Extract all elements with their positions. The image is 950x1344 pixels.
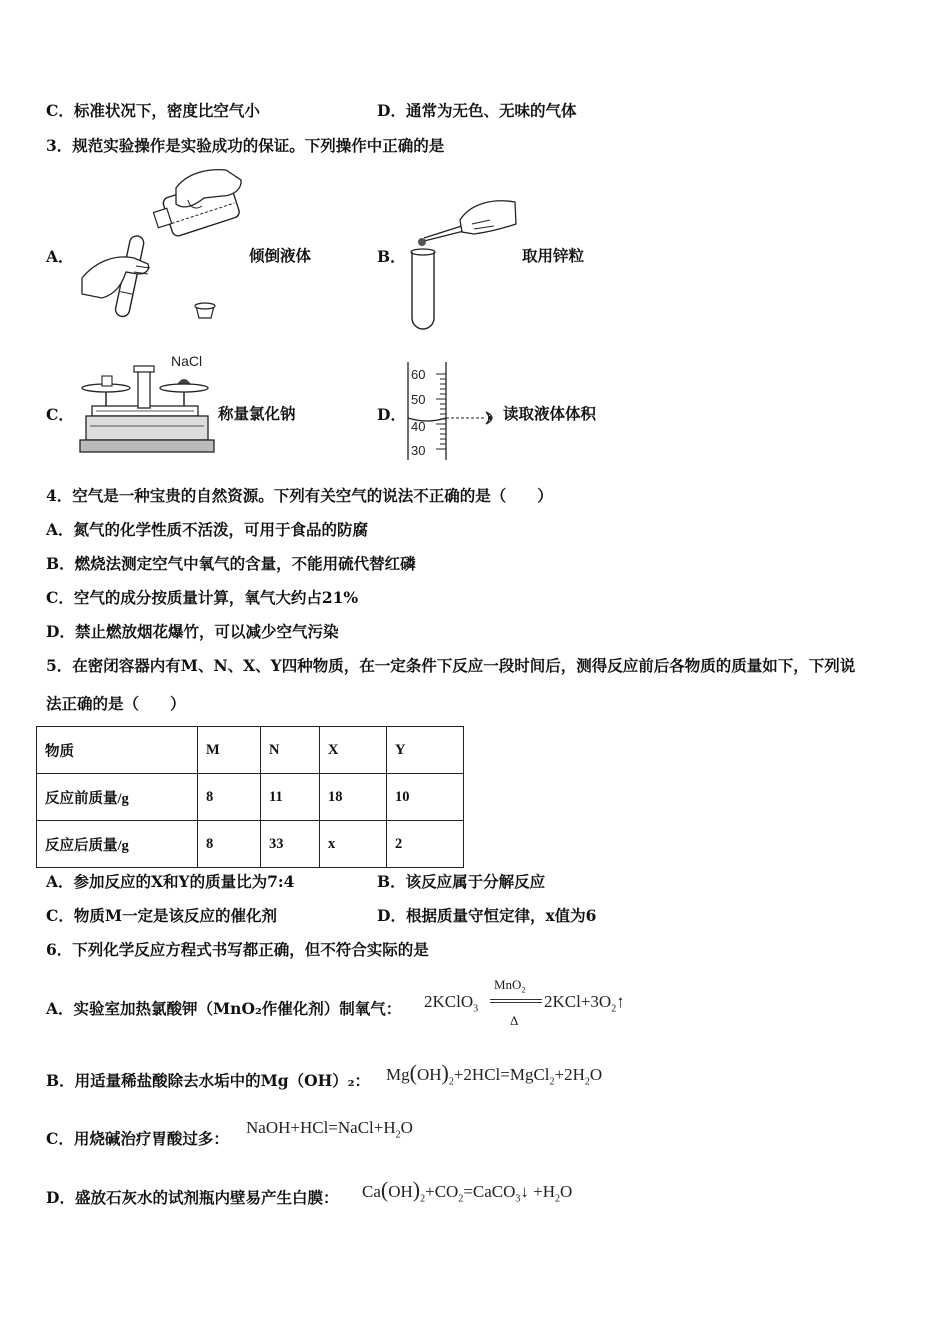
q5-stem-line2: 法正确的是（ ） [46,694,186,713]
tick-40: 40 [411,419,426,434]
equation-bar [490,999,542,1000]
table-cell: x [320,821,387,868]
table-cell: 8 [198,821,261,868]
q2-option-c: C．标准状况下，密度比空气小 [46,101,260,120]
table-cell: 2 [387,821,464,868]
tick-50: 50 [411,392,426,407]
q3-caption-a: 倾倒液体 [249,246,312,265]
table-cell: Y [387,727,464,774]
q6-equation-a-left: 2KClO$_3$ [424,992,479,1015]
q5-option-b: B．该反应属于分解反应 [377,872,546,891]
q4-option-d: D．禁止燃放烟花爆竹，可以减少空气污染 [46,622,339,641]
q3-label-b: B． [377,247,406,266]
balance-figure [76,350,221,460]
q6-equation-a-condition: Δ [510,1013,519,1028]
q4-stem: 4．空气是一种宝贵的自然资源。下列有关空气的说法不正确的是（ ） [46,486,553,505]
q3-caption-d: 读取液体体积 [503,404,597,423]
q6-option-b-text: B．用适量稀盐酸除去水垢中的Mg（OH）₂： [46,1071,371,1090]
table-cell: 反应前质量/g [37,774,198,821]
q6-option-c-text: C．用烧碱治疗胃酸过多： [46,1129,229,1148]
q4-option-a: A．氮气的化学性质不活泼，可用于食品的防腐 [46,520,369,539]
q3-caption-b: 取用锌粒 [522,246,585,265]
q4-option-b: B．燃烧法测定空气中氧气的含量，不能用硫代替红磷 [46,554,416,573]
q6-option-d-text: D．盛放石灰水的试剂瓶内壁易产生白膜： [46,1188,339,1207]
table-row [37,821,464,868]
q6-equation-d: $Ca(OH)_2+CO_2=CaCO_3↓ +H_2O$ [362,1177,573,1205]
pouring-liquid-figure [76,166,246,326]
q5-option-d: D．根据质量守恒定律，x值为6 [377,906,597,925]
q3-stem: 3．规范实验操作是实验成功的保证。下列操作中正确的是 [46,136,445,155]
table-cell: 11 [261,774,320,821]
q2-option-d: D．通常为无色、无味的气体 [377,101,577,120]
table-row [37,774,464,821]
q3-label-a: A． [46,247,74,266]
table-cell: 物质 [37,727,198,774]
table-cell: 8 [198,774,261,821]
equation-bar [490,1002,542,1003]
q6-equation-a-right: $2KCl+3O_2↑$ [544,992,625,1015]
table-cell: X [320,727,387,774]
q5-stem-line1: 5．在密闭容器内有M、N、X、Y四种物质，在一定条件下反应一段时间后，测得反应前后各物质的质量如下，下列说 [46,656,856,675]
table-cell: M [198,727,261,774]
q6-stem: 6．下列化学反应方程式书写都正确，但不符合实际的是 [46,940,429,959]
q3-label-d: D． [377,405,406,424]
q6-equation-c: $NaOH+HCl=NaCl+H_2O$ [246,1118,413,1141]
q3-caption-c: 称量氯化钠 [218,404,296,423]
tick-30: 30 [411,443,426,458]
graduated-cylinder-figure [402,360,507,464]
mass-table [36,726,464,868]
table-cell: 33 [261,821,320,868]
tick-60: 60 [411,367,426,382]
table-header-row [37,727,464,774]
zinc-granule-figure [400,194,520,334]
q4-option-c: C．空气的成分按质量计算，氧气大约占21% [46,588,359,607]
q6-equation-a-catalyst: MnO$_2$ [494,977,526,995]
q3-label-c: C． [46,405,74,424]
table-cell: 10 [387,774,464,821]
q6-equation-b: $Mg(OH)_2+2HCl=MgCl_2+2H_2O$ [386,1060,603,1088]
q5-option-a: A．参加反应的X和Y的质量比为7:4 [46,872,295,891]
table-cell: 反应后质量/g [37,821,198,868]
table-cell: 18 [320,774,387,821]
q6-option-a-text: A．实验室加热氯酸钾（MnO₂作催化剂）制氧气： [46,999,402,1018]
nacl-label: NaCl [171,353,203,369]
q5-option-c: C．物质M一定是该反应的催化剂 [46,906,277,925]
table-cell: N [261,727,320,774]
